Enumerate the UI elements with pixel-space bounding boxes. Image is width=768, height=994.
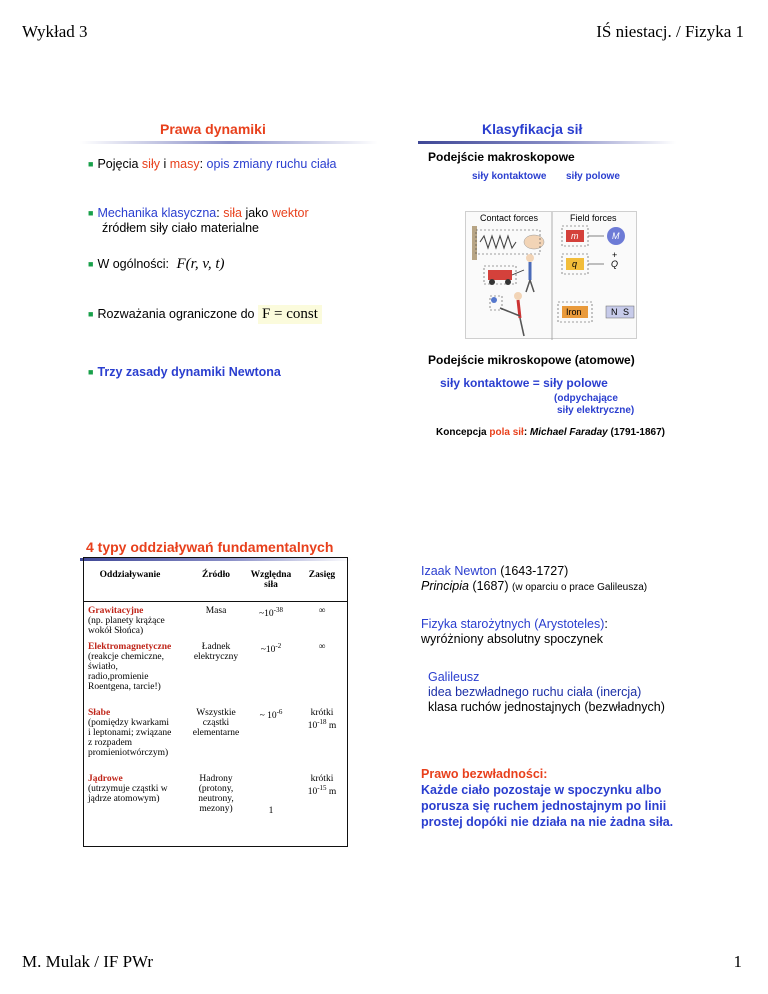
page-number: 1: [733, 952, 742, 971]
slide1-item-general: ■ W ogólności: F(r, v, t): [88, 256, 225, 272]
charge-Q-label: Q: [611, 259, 619, 269]
strength-cell: 1: [268, 806, 274, 816]
field-label: siły polowe: [566, 171, 620, 182]
strength-cell: $\sim 10^{-38}$: [259, 606, 283, 620]
newton-line: Izaak Newton (1643-1727): [421, 564, 569, 578]
mass-M-label: M: [612, 231, 620, 241]
repulsive-note-2: siły elektryczne): [557, 405, 635, 416]
charge-plus-label: +: [612, 250, 618, 260]
range-cell: krótki $10^{-18}$ m: [307, 708, 337, 732]
slide1-item-classical: ■ Mechanika klasyczna: siła jako wektor: [88, 206, 309, 220]
contact-label: siły kontaktowe: [472, 171, 547, 182]
bullet-icon: ■: [88, 367, 94, 377]
macro-heading: Podejście makroskopowe: [428, 150, 575, 164]
contact-forces-caption: Contact forces: [480, 213, 539, 223]
header-source: Źródło: [202, 570, 230, 580]
slide3-title: 4 typy oddziaływań fundamentalnych: [86, 539, 334, 555]
field-forces-caption: Field forces: [570, 213, 617, 223]
source-cell: Masa: [205, 606, 227, 616]
strength-cell: $\sim 10^{-2}$: [260, 642, 282, 656]
bullet-icon: ■: [88, 208, 94, 218]
table-row: Jądrowe (utrzymuje cząstki w jądrze atomowym): [88, 774, 168, 804]
micro-heading: Podejście mikroskopowe (atomowe): [428, 353, 635, 367]
bullet-icon: ■: [88, 259, 94, 269]
table-row: Słabe (pomiędzy kwarkami i leptonami; związane z rozpadem promieniotwórczym): [88, 708, 172, 758]
range-cell: krótki $10^{-15}$ m: [307, 774, 337, 798]
force-classification-figure: [465, 211, 637, 339]
slide2-title: Klasyfikacja sił: [482, 121, 583, 137]
mass-m-label: m: [571, 231, 579, 241]
slide1-item-const: ■ Rozważania ograniczone do F = const: [88, 305, 322, 324]
table-row: Elektromagnetyczne (reakcje chemiczne, światło, radio,promienie Roentgena, tarcie!): [88, 642, 172, 692]
inertia-law: Prawo bezwładności: Każde ciało pozostaje w spoczynku albo porusza się ruchem jednostajnym po linii prostej dopóki nie działa na nie żadna siła.: [421, 767, 674, 829]
header-interaction: Oddziaływanie: [99, 570, 161, 580]
source-cell: Ładnek elektryczny: [193, 642, 239, 662]
header-left: Wykład 3: [22, 22, 88, 41]
galileo-line-3: klasa ruchów jednostajnych (bezwładnych): [428, 700, 665, 714]
galileo-line-2: idea bezwładnego ruchu ciała (inercja): [428, 685, 642, 699]
contact-equals-field: siły kontaktowe = siły polowe: [440, 376, 608, 390]
ancient-line: Fizyka starożytnych (Arystoteles):: [421, 617, 608, 631]
ancient-line-2: wyróżniony absolutny spoczynek: [421, 632, 604, 646]
principia-line: Principia (1687) (w oparciu o prace Galileusza): [421, 579, 648, 593]
bullet-icon: ■: [88, 159, 94, 169]
header-right: IŚ niestacj. / Fizyka 1: [596, 22, 744, 41]
slide1-title: Prawa dynamiki: [160, 121, 266, 137]
galileo-line: Galileusz: [428, 670, 480, 684]
footer-author: M. Mulak / IF PWr: [22, 952, 154, 971]
range-cell: ∞: [318, 642, 326, 652]
magnet-south-label: S: [623, 307, 630, 317]
table-header-row: [84, 558, 347, 602]
slide1-item-newton-laws: ■ Trzy zasady dynamiki Newtona: [88, 365, 281, 379]
interactions-table: [83, 557, 348, 847]
range-cell: ∞: [318, 606, 326, 616]
formula-force-general: F(r, v, t): [176, 256, 225, 272]
source-cell: Wszystkie cząstki elementarne: [192, 708, 240, 738]
slide2-title-bar: [418, 141, 676, 144]
formula-force-const: F = const: [258, 305, 322, 324]
slide1-title-bar: [80, 141, 378, 144]
faraday-concept: Koncepcja pola sił: Michael Faraday (1791-1867): [436, 427, 665, 438]
slide1-item-classical-sub: źródłem siły ciało materialne: [102, 221, 260, 235]
strength-cell: ~ $10^{-6}$: [259, 708, 283, 722]
source-cell: Hadrony (protony, neutrony, mezony): [198, 774, 234, 814]
header-strength: Względna siła: [250, 570, 292, 590]
slide1-item-concepts: ■ Pojęcia siły i masy: opis zmiany ruchu ciała: [88, 157, 337, 171]
table-row: Grawitacyjne (np. planety krążące wokół Słońca): [88, 606, 165, 636]
repulsive-note-1: (odpychające: [554, 393, 618, 404]
iron-label: Iron: [566, 307, 582, 317]
bullet-icon: ■: [88, 309, 94, 319]
charge-q-label: q: [572, 259, 578, 269]
magnet-north-label: N: [611, 307, 618, 317]
header-range: Zasięg: [308, 570, 336, 580]
